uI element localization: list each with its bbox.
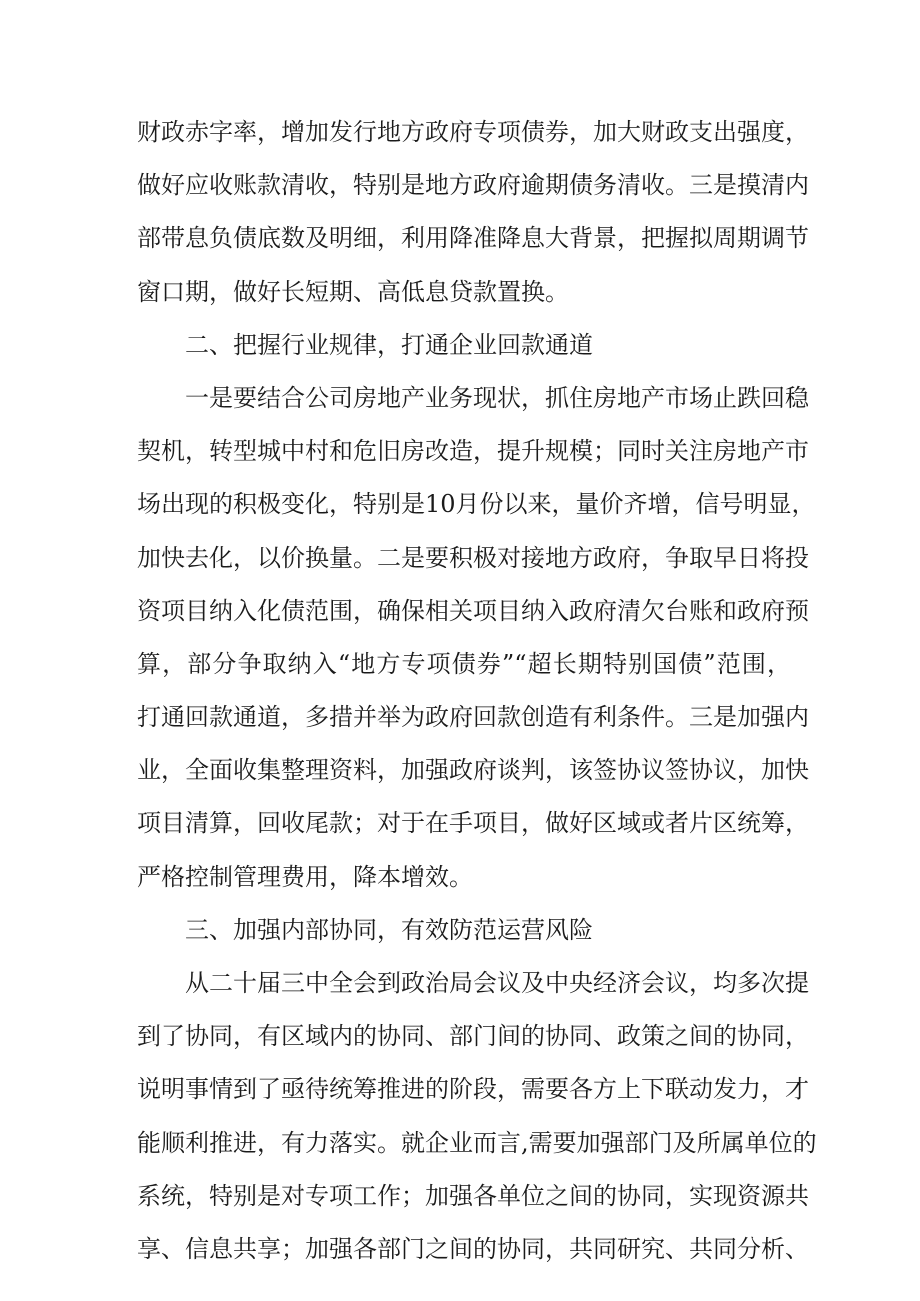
text-line: 财政赤字率，增加发行地方政府专项债券，加大财政支出强度， [137,118,809,146]
text-line: 一是要结合公司房地产业务现状，抓住房地产市场止跌回稳 [185,383,809,412]
text-line: 三、加强内部协同，有效防范运营风险 [185,915,593,944]
text-line: 资项目纳入化债范围，确保相关项目纳入政府清欠台账和政府预 [137,596,809,625]
text-line: 能顺利推进，有力落实。就企业而言,需要加强部门及所属单位的 [137,1128,817,1157]
text-line: 说明事情到了亟待统筹推进的阶段，需要各方上下联动发力，才 [137,1075,809,1104]
text-line: 从二十届三中全会到政治局会议及中央经济会议，均多次提 [185,969,809,997]
text-line: 严格控制管理费用，降本增效。 [137,862,473,891]
text-line: 加快去化，以价换量。二是要积极对接地方政府，争取早日将投 [137,543,809,572]
text-line: 契机，转型城中村和危旧房改造，提升规模；同时关注房地产市 [137,437,809,466]
text-line: 打通回款通道，多措并举为政府回款创造有利条件。三是加强内 [137,703,809,732]
text-line: 场出现的积极变化，特别是10月份以来，量价齐增，信号明显， [137,490,816,519]
text-line: 项目清算，回收尾款；对于在手项目，做好区域或者片区统筹， [137,809,809,838]
text-line: 系统，特别是对专项工作；加强各单位之间的协同，实现资源共 [137,1181,809,1210]
text-line: 业，全面收集整理资料，加强政府谈判，该签协议签协议，加快 [137,756,809,785]
text-line: 做好应收账款清收，特别是地方政府逾期债务清收。三是摸清内 [137,171,809,200]
text-line: 窗口期，做好长短期、高低息贷款置换。 [137,277,569,306]
text-line: 部带息负债底数及明细，利用降准降息大背景，把握拟周期调节 [137,224,809,253]
document-body [137,106,817,1276]
text-line: 二、把握行业规律，打通企业回款通道 [185,330,593,359]
text-line: 享、信息共享；加强各部门之间的协同，共同研究、共同分析、 [137,1234,809,1263]
text-line: 算，部分争取纳入“地方专项债券”“超长期特别国债”范围， [137,649,791,678]
text-line: 到了协同，有区域内的协同、部门间的协同、政策之间的协同， [137,1022,809,1051]
